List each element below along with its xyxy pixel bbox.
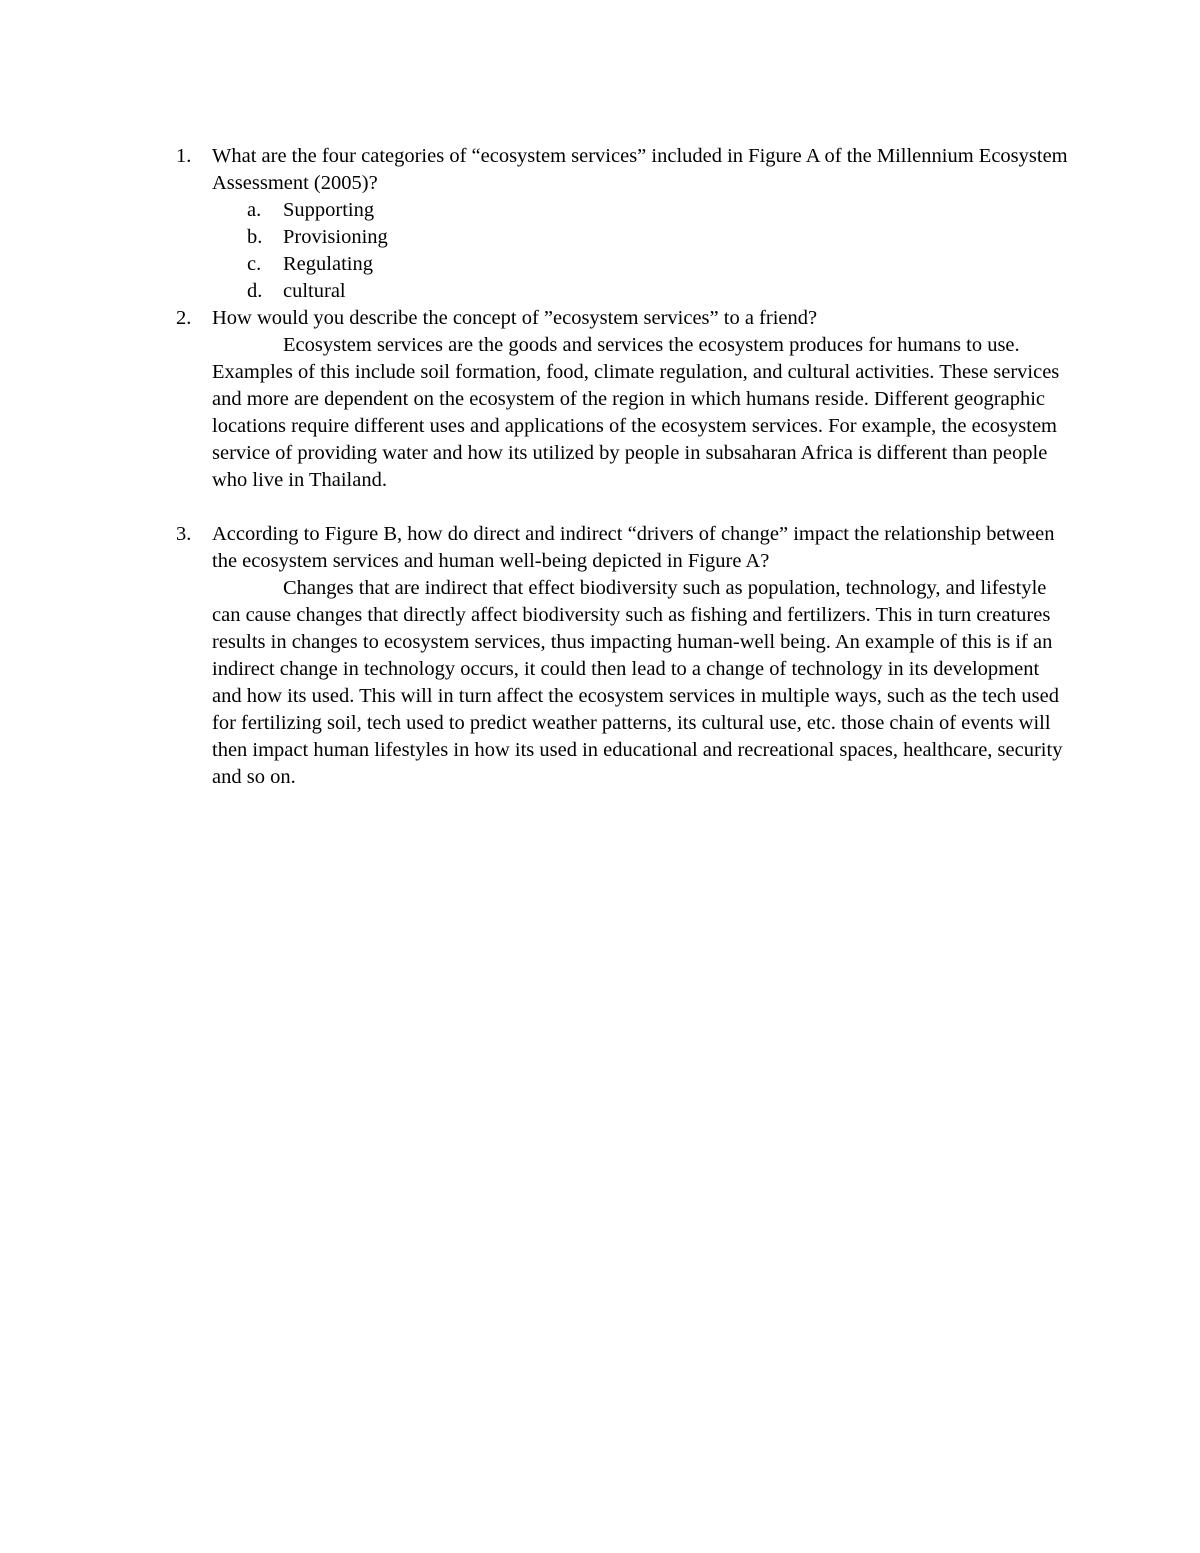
option-text: Regulating <box>283 253 373 275</box>
option-item <box>212 224 1071 251</box>
question-list <box>171 143 1071 791</box>
option-letter: b. <box>247 226 263 248</box>
question-text: What are the four categories of “ecosystem services” included in Figure A of the Millennium Ecosystem Assessment (2005)? <box>212 145 1068 194</box>
option-text: cultural <box>283 280 346 302</box>
option-text: Provisioning <box>283 226 388 248</box>
question-2 <box>171 305 1071 494</box>
question-text: According to Figure B, how do direct and indirect “drivers of change” impact the relationship between the ecosystem services and human well-being depicted in Figure A? <box>212 523 1055 572</box>
option-letter: d. <box>247 280 263 302</box>
option-letter: a. <box>247 199 262 221</box>
option-list <box>212 197 1071 305</box>
question-number: 3. <box>176 523 192 545</box>
option-letter: c. <box>247 253 262 275</box>
option-item <box>212 278 1071 305</box>
option-item <box>212 197 1071 224</box>
option-text: Supporting <box>283 199 375 221</box>
answer-paragraph: Changes that are indirect that effect biodiversity such as population, technology, and lifestyle can cause changes that directly affect biodiversity such as fishing and fertilizers. This in turn creatures results in changes to ecosystem services, thus impacting human-well being. An example of this is if an indirect change in technology occurs, it could then lead to a change of technology in its development and how its used. This will in turn affect the ecosystem services in multiple ways, such as the tech used for fertilizing soil, tech used to predict weather patterns, its cultural use, etc. those chain of events will then impact human lifestyles in how its used in educational and recreational spaces, healthcare, security and so on. <box>212 577 1063 788</box>
question-text: How would you describe the concept of ”ecosystem services” to a friend? <box>212 307 818 329</box>
question-number: 1. <box>176 145 192 167</box>
option-item <box>212 251 1071 278</box>
question-number: 2. <box>176 307 192 329</box>
question-3 <box>171 521 1071 791</box>
answer-paragraph: Ecosystem services are the goods and services the ecosystem produces for humans to use. Examples of this include soil formation, food, climate regulation, and cultural activities. These services and more are dependent on the ecosystem of the region in which humans reside. Different geographic locations require different uses and applications of the ecosystem services. For example, the ecosystem service of providing water and how its utilized by people in subsaharan Africa is different than people who live in Thailand. <box>212 334 1060 491</box>
question-1 <box>171 143 1071 305</box>
